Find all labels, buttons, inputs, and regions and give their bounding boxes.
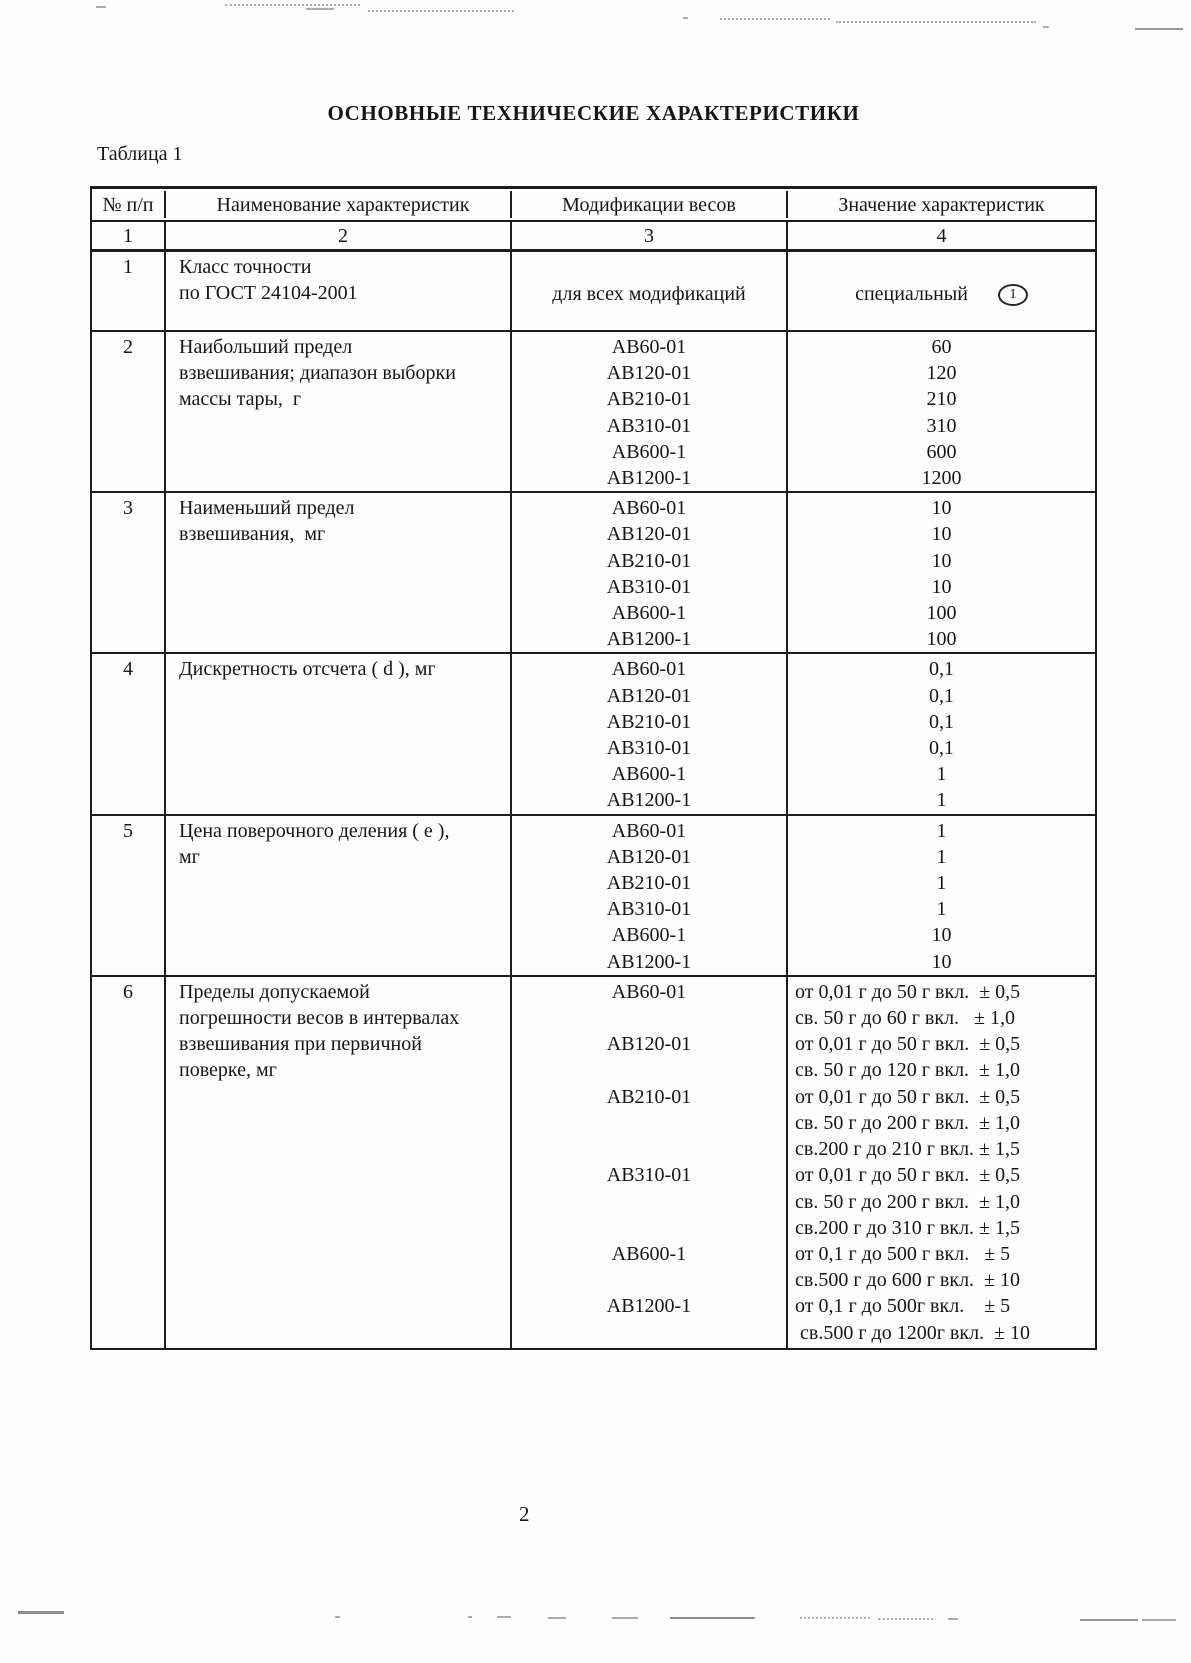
value-line: специальный 1 [791,281,1092,307]
table-rows [92,249,1095,1348]
cell-modifications [510,654,786,813]
modification-label: АВ310-01 [606,414,692,437]
scan-artifact [800,1617,870,1619]
cell-values [786,816,1095,975]
scan-artifact [1043,26,1049,28]
cell-values [786,493,1095,652]
name-line: взвешивания, мг [179,523,326,546]
value-line: св.200 г до 210 г вкл. ± 1,5 [795,1138,1021,1161]
cell-characteristic-name [164,977,510,1348]
value-line: 210 [926,388,957,411]
header-cell-name [164,191,510,218]
value-line: от 0,01 г до 50 г вкл. ± 0,5 [795,980,1021,1003]
value-line: св.200 г до 310 г вкл. ± 1,5 [795,1216,1021,1239]
value-line: 100 [926,628,957,651]
value-line: 10 [931,497,952,520]
value-line: от 0,1 г до 500 г вкл. ± 5 [795,1242,1011,1265]
modification-label: АВ120-01 [606,1033,692,1056]
cell-values [786,252,1095,330]
scan-artifact [878,1618,933,1620]
scan-artifact [612,1617,638,1619]
name-line: Дискретность отсчета ( d ), мг [179,658,436,681]
table-row [92,491,1095,652]
name-line: массы тары, г [179,388,302,411]
cell-values [786,654,1095,813]
value-line: 10 [931,950,952,973]
value-line: 310 [926,414,957,437]
column-number-cell [510,222,786,249]
row-number-text: 5 [123,819,133,842]
cell-row-number [92,977,164,1348]
name-line: мг [179,845,200,868]
cell-modifications [510,332,786,491]
value-line: от 0,01 г до 50 г вкл. ± 0,5 [795,1085,1021,1108]
header-cell-num [92,191,164,218]
scan-artifact [1135,28,1183,30]
column-number: 3 [644,225,654,247]
modification-label: для всех модификаций [552,283,746,305]
scan-artifact [1080,1619,1138,1621]
spacer-line [515,1319,783,1345]
row-number-text: 4 [123,658,133,681]
modification-label: АВ60-01 [611,658,687,681]
table-row [92,975,1095,1348]
value-line: 1 [936,898,947,921]
scan-artifact [948,1618,958,1620]
modification-label: АВ310-01 [606,575,692,598]
cell-values [786,977,1095,1348]
modification-label: АВ210-01 [606,872,692,895]
scan-artifact [18,1611,64,1614]
spacer-line [515,1110,783,1136]
name-line: Наибольший предел [179,336,353,358]
column-number: 1 [123,225,133,247]
modification-label: АВ210-01 [606,710,692,733]
cell-values [786,332,1095,491]
column-numbering-row [92,220,1095,249]
scan-artifact [548,1617,566,1619]
name-line: Класс точности [179,256,312,278]
column-number-cell [92,222,164,249]
table-row [92,652,1095,813]
value-line: св. 50 г до 60 г вкл. ± 1,0 [795,1007,1016,1030]
scan-artifact [225,4,360,6]
value-line: св. 50 г до 120 г вкл. ± 1,0 [795,1059,1021,1082]
spacer-line [515,1136,783,1162]
name-line: Цена поверочного деления ( е ), [179,819,450,842]
value-line: 1 [936,872,947,895]
modification-label: АВ600-1 [611,1242,687,1265]
scan-artifact [96,6,106,8]
scan-artifact [335,1616,340,1618]
header-text: Модификации весов [562,194,736,216]
modification-label: АВ210-01 [606,1085,692,1108]
modification-label: АВ1200-1 [606,467,692,490]
header-cell-values [786,191,1095,218]
cell-characteristic-name [164,332,510,491]
name-line: по ГОСТ 24104-2001 [179,282,358,305]
cell-row-number [92,332,164,491]
header-text: Наименование характеристик [216,194,470,216]
table-header-row [92,189,1095,220]
value-line: от 0,01 г до 50 г вкл. ± 0,5 [795,1164,1021,1187]
value-line: 0,1 [929,737,954,760]
modification-label: АВ120-01 [606,845,692,868]
modification-label: АВ210-01 [606,388,692,411]
cell-modifications [510,816,786,975]
page-title: ОСНОВНЫЕ ТЕХНИЧЕСКИЕ ХАРАКТЕРИСТИКИ [327,101,860,125]
spacer-line [515,1005,783,1031]
cell-modifications [510,493,786,652]
cell-characteristic-name [164,252,510,330]
name-line: Пределы допускаемой [179,980,370,1003]
cell-characteristic-name [164,654,510,813]
scan-artifact [670,1617,755,1619]
row-number-text: 2 [123,336,133,358]
modification-label: АВ120-01 [606,684,692,707]
name-line: погрешности весов в интервалах [179,1007,460,1030]
row-number-text: 6 [123,980,133,1003]
value-line: 0,1 [929,684,954,707]
table-row [92,249,1095,330]
cell-modifications [510,977,786,1348]
value-line: 1 [936,763,947,786]
value-line: 1 [936,845,947,868]
name-line: Наименьший предел [179,497,355,520]
value-line: 600 [926,440,957,463]
header-text: Значение характеристик [838,194,1045,216]
page-number: 2 [519,1502,530,1526]
name-line: поверке, мг [179,1059,277,1082]
header-text: № п/п [102,194,154,216]
column-number: 4 [936,225,947,247]
spacer-line [515,1215,783,1241]
modification-label: АВ1200-1 [606,628,692,651]
value-line: 1 [936,789,947,812]
modification-label: АВ210-01 [606,549,692,572]
scan-artifact [306,8,334,10]
modification-label: АВ600-1 [611,602,687,625]
cell-characteristic-name [164,816,510,975]
value-line: св.500 г до 1200г вкл. ± 10 [795,1321,1031,1344]
table-row [92,814,1095,975]
value-line: 10 [931,575,952,598]
column-number: 2 [338,225,348,247]
scan-artifact [683,17,688,19]
cell-row-number [92,816,164,975]
table-caption: Таблица 1 [97,143,183,165]
modification-label: АВ310-01 [606,898,692,921]
cell-row-number [92,252,164,330]
spacer-line [515,1057,783,1083]
modification-label: АВ60-01 [611,336,687,358]
row-number-text: 3 [123,497,133,520]
value-line: 1200 [921,467,962,490]
modification-label: АВ600-1 [611,763,687,786]
cell-row-number [92,493,164,652]
modification-label: АВ310-01 [606,1164,692,1187]
value-line: 10 [931,523,952,546]
modification-label: АВ60-01 [611,819,687,842]
value-line: 1 [936,819,947,842]
cell-modifications [510,252,786,330]
modification-label: АВ120-01 [606,362,692,385]
modification-label: АВ1200-1 [606,1295,692,1318]
value-line: 60 [931,336,952,358]
value-line: св. 50 г до 200 г вкл. ± 1,0 [795,1190,1021,1213]
modification-label: АВ60-01 [611,980,687,1003]
column-number-cell [164,222,510,249]
row-number-text: 1 [123,256,133,278]
modification-label: АВ120-01 [606,523,692,546]
value-line: от 0,01 г до 50 г вкл. ± 0,5 [795,1033,1021,1056]
value-line: 100 [926,602,957,625]
spacer-line [515,1267,783,1293]
scan-artifact [1142,1619,1176,1621]
spacer-line [515,1188,783,1214]
cell-characteristic-name [164,493,510,652]
modification-label: АВ1200-1 [606,789,692,812]
modification-label: АВ600-1 [611,440,687,463]
scan-artifact [497,1616,511,1618]
value-line: 10 [931,549,952,572]
cell-row-number [92,654,164,813]
table-row [92,330,1095,491]
value-line: от 0,1 г до 500г вкл. ± 5 [795,1295,1011,1318]
value-line: св. 50 г до 200 г вкл. ± 1,0 [795,1111,1021,1134]
scan-artifact [836,21,1036,23]
value-line: 0,1 [929,658,954,681]
header-cell-modifications [510,191,786,218]
value-line: св.500 г до 600 г вкл. ± 10 [795,1269,1021,1292]
scan-artifact [468,1616,472,1618]
modification-label: АВ600-1 [611,924,687,947]
characteristics-table [90,186,1097,1350]
value-line: 0,1 [929,710,954,733]
scan-artifact [368,10,514,12]
name-line: взвешивания при первичной [179,1033,422,1056]
column-number-cell [786,222,1095,249]
name-line: взвешивания; диапазон выборки [179,362,456,385]
scan-artifact [720,18,830,20]
modification-label: АВ1200-1 [606,950,692,973]
modification-label: АВ310-01 [606,737,692,760]
circled-note-mark: 1 [998,284,1028,306]
value-line: 10 [931,924,952,947]
value-line: 120 [926,362,957,385]
modification-label: АВ60-01 [611,497,687,520]
